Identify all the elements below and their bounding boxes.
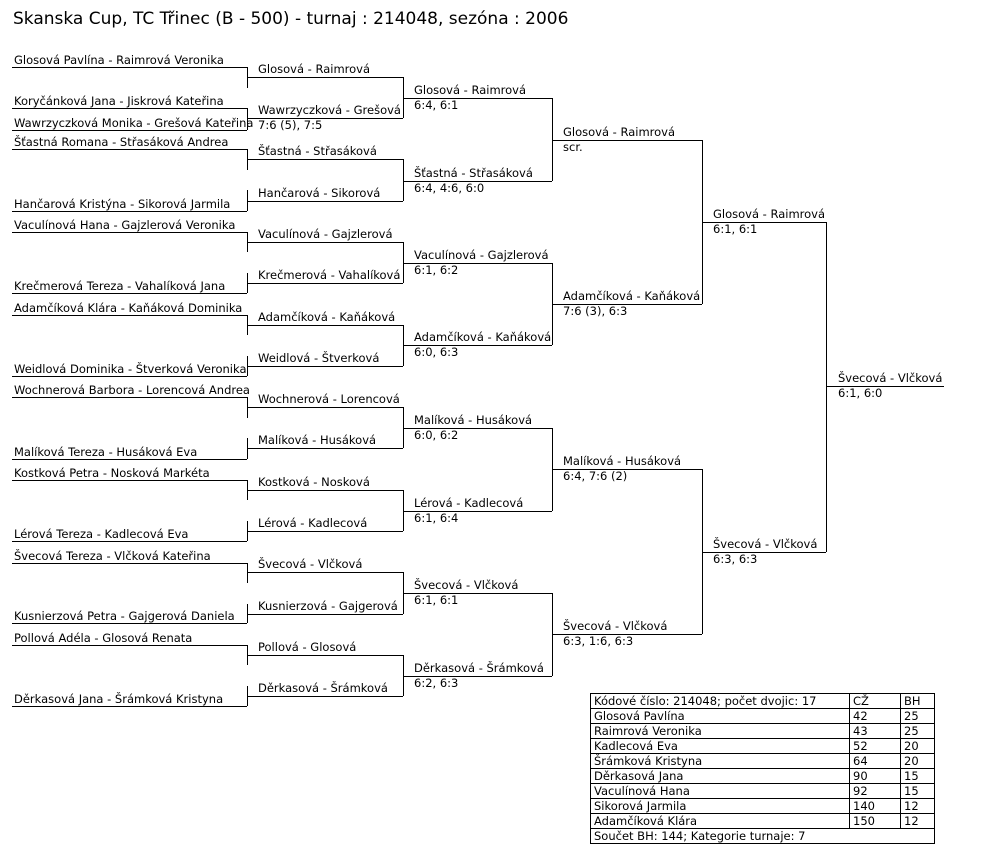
summary-cz-value: 92 [850,784,901,799]
summary-player-name: Sikorová Jarmila [591,799,850,814]
round1-pair: Vaculínová Hana - Gajzlerová Veronika [14,218,236,232]
summary-cz-value: 64 [850,754,901,769]
summary-bh-value: 15 [901,784,935,799]
round4-pair: Adamčíková - Kaňáková [563,289,701,303]
round5-pair: Švecová - Vlčková [713,537,818,551]
round4-pair: Glosová - Raimrová [563,125,676,139]
round1-pair: Hančarová Kristýna - Sikorová Jarmila [14,197,231,211]
summary-bh-value: 20 [901,754,935,769]
round3-pair: Děrkasová - Šrámková [414,661,544,675]
round4-pair: Švecová - Vlčková [563,619,668,633]
round3-pair: Vaculínová - Gajzlerová [414,248,549,262]
summary-row [591,724,935,739]
round3-score: 6:1, 6:4 [414,511,459,525]
round2-pair: Kostková - Nosková [258,475,370,489]
summary-cz-value: 140 [850,799,901,814]
round2-pair: Lérová - Kadlecová [258,516,368,530]
round5-pair: Glosová - Raimrová [713,207,826,221]
summary-player-name: Kadlecová Eva [591,739,850,754]
summary-cz-value: 90 [850,769,901,784]
summary-player-name: Adamčíková Klára [591,814,850,829]
summary-cz-value: 42 [850,709,901,724]
summary-row [591,799,935,814]
round2-pair: Wawrzyczková - Grešová [258,103,401,117]
summary-player-name: Děrkasová Jana [591,769,850,784]
round3-pair: Švecová - Vlčková [414,578,519,592]
round4-score: 6:4, 7:6 (2) [563,469,628,483]
summary-header: Kódové číslo: 214048; počet dvojic: 17 [591,694,850,709]
round1-pair: Pollová Adéla - Glosová Renata [14,631,193,645]
round1-pair: Koryčánková Jana - Jiskrová Kateřina [14,94,224,108]
summary-cz-value: 150 [850,814,901,829]
summary-player-name: Glosová Pavlína [591,709,850,724]
final-winner: Švecová - Vlčková [838,371,943,385]
summary-table [590,693,935,844]
round3-score: 6:0, 6:3 [414,345,459,359]
round5-score: 6:1, 6:1 [713,222,758,236]
round1-pair: Wawrzyczková Monika - Grešová Kateřina [14,116,254,130]
round2-pair: Wochnerová - Lorencová [258,392,400,406]
summary-body [591,709,935,829]
summary-row [591,784,935,799]
round3-pair: Adamčíková - Kaňáková [414,330,552,344]
round2-pair: Weidlová - Štverková [258,351,380,365]
summary-col-bh: BH [901,694,935,709]
round2-pair: Pollová - Glosová [258,640,357,654]
round3-pair: Šťastná - Střasáková [414,166,533,180]
round2-pair: Děrkasová - Šrámková [258,681,388,695]
summary-cz-value: 52 [850,739,901,754]
round3-score: 6:2, 6:3 [414,676,459,690]
round2-pair: Kusnierzová - Gajgerová [258,599,398,613]
round3-score: 6:0, 6:2 [414,428,459,442]
round1-pair: Kostková Petra - Nosková Markéta [14,466,210,480]
round4-score: 7:6 (3), 6:3 [563,304,628,318]
round1-pair: Lérová Tereza - Kadlecová Eva [14,527,189,541]
round3-score: 6:4, 6:1 [414,98,459,112]
summary-bh-value: 25 [901,709,935,724]
round1-pair: Kusnierzová Petra - Gajgerová Daniela [14,609,235,623]
round3-score: 6:1, 6:2 [414,263,459,277]
round2-pair: Šťastná - Střasáková [258,144,377,158]
round4-pair: Malíková - Husáková [563,454,682,468]
round2-pair: Malíková - Husáková [258,433,377,447]
round1-pair: Wochnerová Barbora - Lorencová Andrea [14,383,250,397]
summary-bh-value: 15 [901,769,935,784]
summary-bh-value: 12 [901,814,935,829]
final-score: 6:1, 6:0 [838,386,883,400]
summary-player-name: Raimrová Veronika [591,724,850,739]
round1-pair: Adamčíková Klára - Kaňáková Dominika [14,301,243,315]
round4-score: scr. [563,140,583,154]
summary-cz-value: 43 [850,724,901,739]
summary-player-name: Vaculínová Hana [591,784,850,799]
summary-row [591,814,935,829]
summary-footer-row [591,829,935,844]
summary-row [591,754,935,769]
round5-score: 6:3, 6:3 [713,552,758,566]
summary-player-name: Šrámková Kristyna [591,754,850,769]
round2-pair: Krečmerová - Vahalíková [258,268,401,282]
summary-row [591,739,935,754]
summary-header-row [591,694,935,709]
round2-score: 7:6 (5), 7:5 [258,118,323,132]
round3-pair: Lérová - Kadlecová [414,496,524,510]
round1-pair: Šťastná Romana - Střasáková Andrea [14,135,229,149]
round2-pair: Vaculínová - Gajzlerová [258,227,393,241]
page-title: Skanska Cup, TC Třinec (B - 500) - turnaj : 214048, sezóna : 2006 [13,9,569,29]
round3-pair: Malíková - Husáková [414,413,533,427]
round1-pair: Krečmerová Tereza - Vahalíková Jana [14,279,226,293]
summary-bh-value: 25 [901,724,935,739]
summary-row [591,709,935,724]
round4-score: 6:3, 1:6, 6:3 [563,634,634,648]
summary-row [591,769,935,784]
summary-bh-value: 12 [901,799,935,814]
round3-pair: Glosová - Raimrová [414,83,527,97]
round2-pair: Adamčíková - Kaňáková [258,310,396,324]
round1-pair: Weidlová Dominika - Štverková Veronika [14,362,247,376]
bracket-labels [14,53,942,706]
round2-pair: Glosová - Raimrová [258,62,371,76]
summary-footer: Součet BH: 144; Kategorie turnaje: 7 [591,829,935,844]
summary-col-cz: CŽ [850,694,901,709]
round2-pair: Hančarová - Sikorová [258,186,381,200]
summary-bh-value: 20 [901,739,935,754]
round3-score: 6:1, 6:1 [414,593,459,607]
round2-pair: Švecová - Vlčková [258,557,363,571]
round1-pair: Děrkasová Jana - Šrámková Kristyna [14,692,224,706]
round3-score: 6:4, 4:6, 6:0 [414,181,485,195]
round1-pair: Švecová Tereza - Vlčková Kateřina [14,549,211,563]
round1-pair: Malíková Tereza - Husáková Eva [14,445,198,459]
round1-pair: Glosová Pavlína - Raimrová Veronika [14,53,224,67]
